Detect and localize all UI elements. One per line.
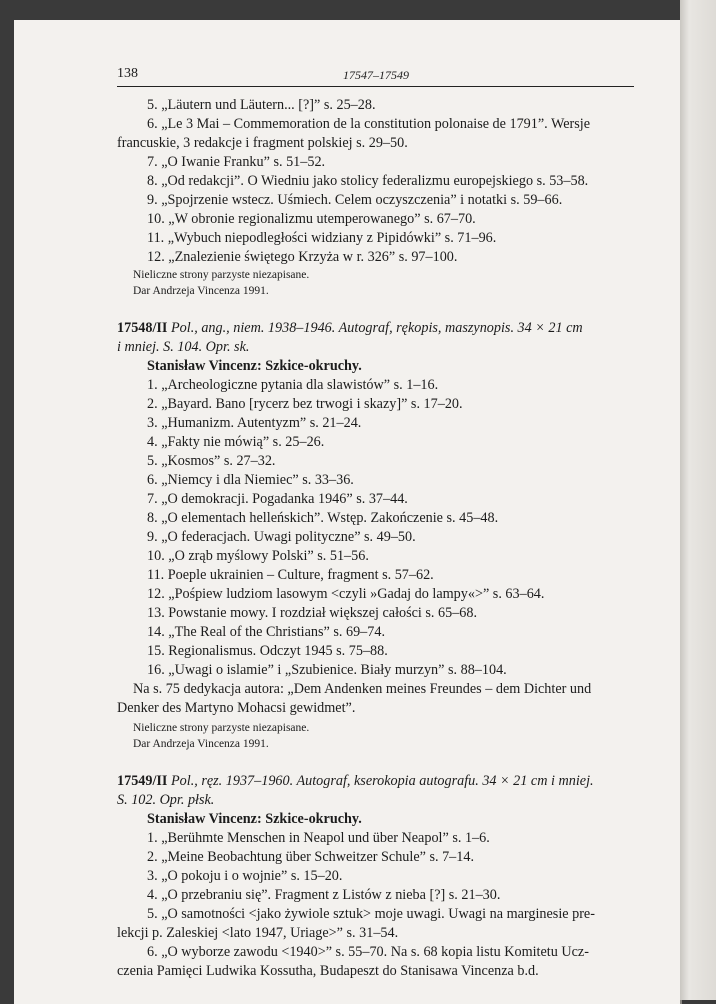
list-item-continuation: lekcji p. Zaleskiej <lato 1947, Uriage>” s. 31–54. [117, 925, 399, 941]
list-item: 5. „Kosmos” s. 27–32. [147, 453, 276, 469]
list-item: 9. „O federacjach. Uwagi polityczne” s. 49–50. [147, 529, 416, 545]
list-item: 15. Regionalismus. Odczyt 1945 s. 75–88. [147, 643, 388, 659]
list-item: 5. „O samotności <jako żywiole sztuk> moje uwagi. Uwagi na marginesie pre- [147, 906, 595, 922]
running-head: 17547–17549 [343, 68, 409, 82]
page-number: 138 [117, 66, 138, 81]
list-item-continuation: czenia Pamięci Ludwika Kossutha, Budapeszt do Stanisawa Vincenza b.d. [117, 963, 539, 979]
note: Dar Andrzeja Vincenza 1991. [133, 285, 269, 297]
list-item: 10. „W obronie regionalizmu utemperowanego” s. 67–70. [147, 211, 476, 227]
list-item: 4. „O przebraniu się”. Fragment z Listów z nieba [?] s. 21–30. [147, 887, 501, 903]
list-item: 2. „Meine Beobachtung über Schweitzer Schule” s. 7–14. [147, 849, 475, 865]
page-header [117, 66, 634, 87]
entry-id: 17549/II [117, 773, 168, 789]
list-item: 3. „Humanizm. Autentyzm” s. 21–24. [147, 415, 362, 431]
list-item: 3. „O pokoju i o wojnie” s. 15–20. [147, 868, 343, 884]
list-item: 16. „Uwagi o islamie” i „Szubienice. Biały murzyn” s. 88–104. [147, 662, 507, 678]
list-item: 8. „Od redakcji”. O Wiedniu jako stolicy federalizmu europejskiego s. 53–58. [147, 173, 589, 189]
list-item: 6. „Le 3 Mai – Commemoration de la constitution polonaise de 1791”. Wersje [147, 116, 591, 132]
list-item: 13. Powstanie mowy. I rozdział większej całości s. 65–68. [147, 605, 478, 621]
note: Nieliczne strony parzyste niezapisane. [133, 722, 310, 734]
entry-description: Pol., ang., niem. 1938–1946. Autograf, rękopis, maszynopis. 34 × 21 cm [167, 320, 583, 336]
list-item: 11. Poeple ukrainien – Culture, fragment s. 57–62. [147, 567, 434, 583]
list-item: 10. „O zrąb myślowy Polski” s. 51–56. [147, 548, 369, 564]
note: Nieliczne strony parzyste niezapisane. [133, 269, 310, 281]
list-item: 9. „Spojrzenie wstecz. Uśmiech. Celem oczyszczenia” i notatki s. 59–66. [147, 192, 563, 208]
list-item: 8. „O elementach helleńskich”. Wstęp. Zakończenie s. 45–48. [147, 510, 499, 526]
list-item: 6. „Niemcy i dla Niemiec” s. 33–36. [147, 472, 354, 488]
list-item: 2. „Bayard. Bano [rycerz bez trwogi i skazy]” s. 17–20. [147, 396, 463, 412]
catalog-entry-17549 [117, 772, 637, 981]
entry-description-cont: i mniej. S. 104. Opr. sk. [117, 339, 250, 355]
entry-description-cont: S. 102. Opr. płsk. [117, 792, 215, 808]
entry-title: Stanisław Vincenz: Szkice-okruchy. [147, 811, 362, 827]
catalog-entry-17548 [117, 319, 637, 752]
list-item: 1. „Archeologiczne pytania dla slawistów” s. 1–16. [147, 377, 439, 393]
page-edge [680, 0, 716, 1000]
dedication-note: Na s. 75 dedykacja autora: „Dem Andenken meines Freundes – dem Dichter und [133, 681, 592, 697]
entry-description: Pol., ręz. 1937–1960. Autograf, kserokopia autografu. 34 × 21 cm i mniej. [167, 773, 594, 789]
dedication-note-cont: Denker des Martyno Mohacsi gewidmet”. [117, 700, 356, 716]
list-item: 12. „Pośpiew ludziom lasowym <czyli »Gadaj do lampy«>” s. 63–64. [147, 586, 545, 602]
list-item: 7. „O Iwanie Franku” s. 51–52. [147, 154, 326, 170]
note: Dar Andrzeja Vincenza 1991. [133, 738, 269, 750]
page-body [117, 96, 637, 981]
list-item: 4. „Fakty nie mówią” s. 25–26. [147, 434, 325, 450]
list-item: 14. „The Real of the Christians” s. 69–74. [147, 624, 385, 640]
list-item-continuation: francuskie, 3 redakcje i fragment polskiej s. 29–50. [117, 135, 408, 151]
list-item: 12. „Znalezienie świętego Krzyża w r. 326” s. 97–100. [147, 249, 458, 265]
entry-id: 17548/II [117, 320, 168, 336]
entry-title: Stanisław Vincenz: Szkice-okruchy. [147, 358, 362, 374]
list-item: 7. „O demokracji. Pogadanka 1946” s. 37–44. [147, 491, 408, 507]
list-item: 1. „Berühmte Menschen in Neapol und über Neapol” s. 1–6. [147, 830, 490, 846]
list-item: 6. „O wyborze zawodu <1940>” s. 55–70. Na s. 68 kopia listu Komitetu Ucz- [147, 944, 589, 960]
list-item: 5. „Läutern und Läutern... [?]” s. 25–28. [147, 97, 376, 113]
list-item: 11. „Wybuch niepodległości widziany z Pipidówki” s. 71–96. [147, 230, 497, 246]
